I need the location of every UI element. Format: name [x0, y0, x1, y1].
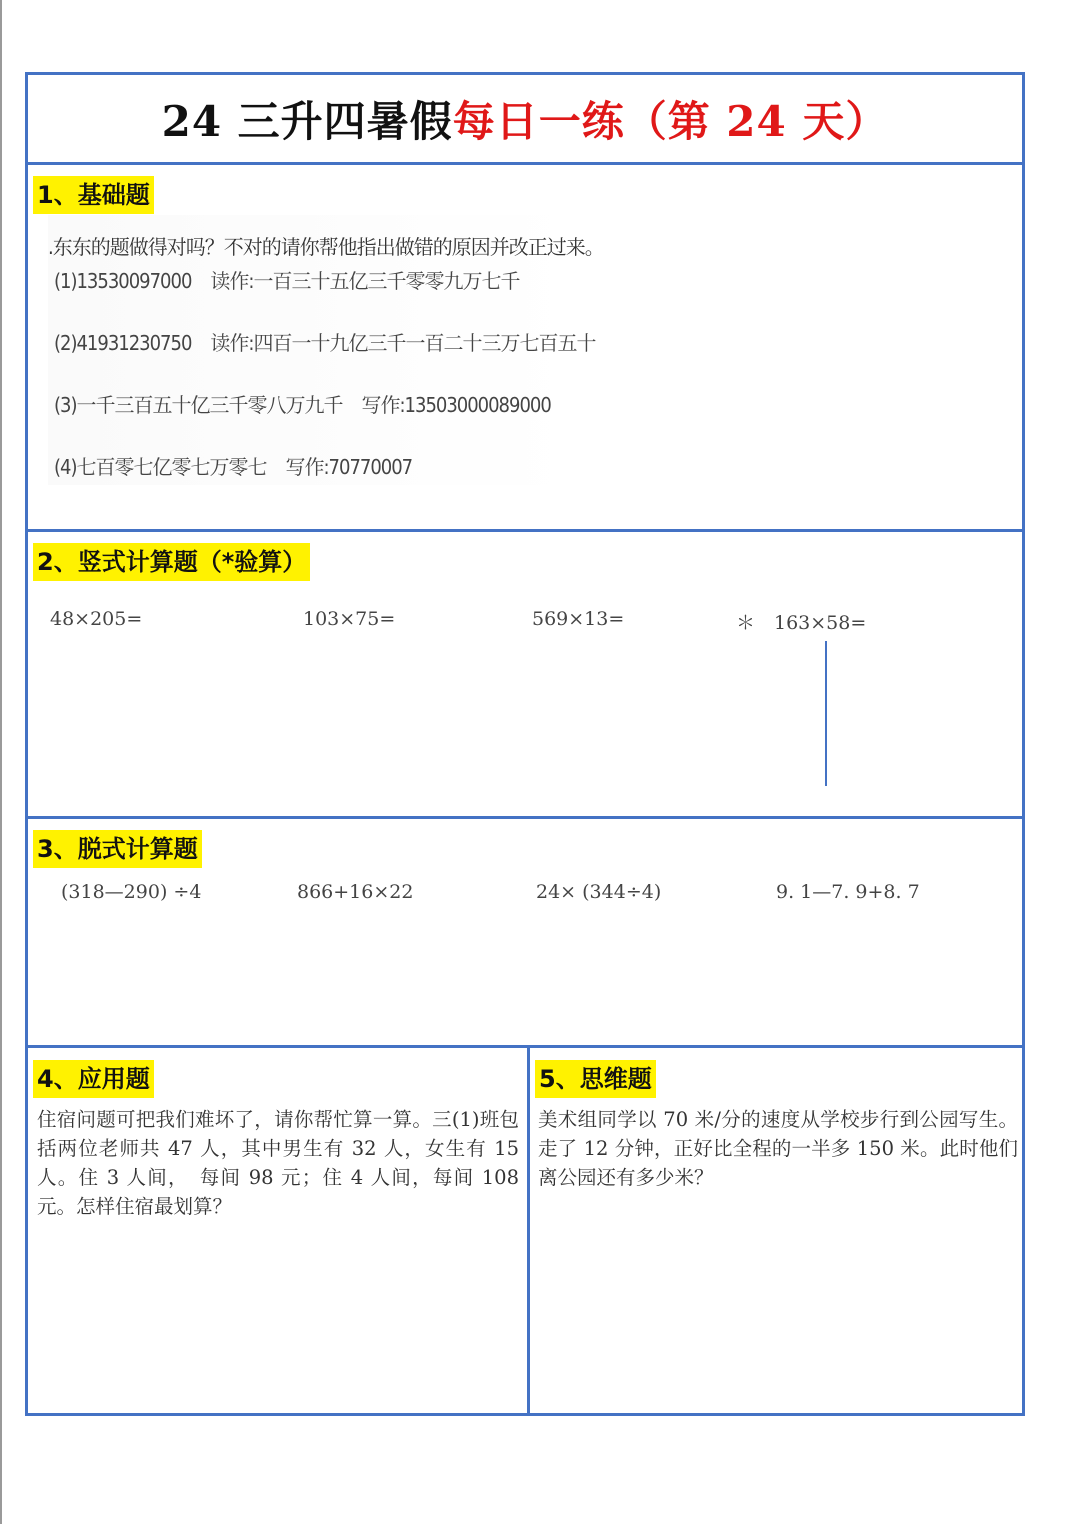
section5-label: 5、思维题	[535, 1060, 656, 1098]
worksheet	[25, 72, 1025, 1416]
section4-label: 4、应用题	[33, 1060, 154, 1098]
divider-title	[28, 162, 1022, 165]
page-title	[28, 75, 1022, 163]
step-calc-problem: 866+16×22	[297, 881, 414, 903]
application-problem-text: 住宿问题可把我们难坏了，请你帮忙算一算。三(1)班包括两位老师共 47 人，其中男生有 32 人，女生有 15 人。住 3 人间， 每间 98 元；住 4 人间，每间 108 元。怎样住宿最划算？	[37, 1108, 519, 1218]
section3-label: 3、脱式计算题	[33, 830, 202, 868]
scanned-question-image	[48, 215, 604, 485]
section1-item: (3)一千三百五十亿三千零八万九千 写作:13503000089000	[54, 393, 551, 417]
vertical-calc-problem: 103×75=	[303, 608, 396, 630]
step-calc-problem: 24× (344÷4)	[536, 881, 662, 903]
vertical-calc-problem: ＊ 163×58=	[736, 612, 867, 634]
divider-section1	[28, 529, 1022, 532]
answer-divider-line	[825, 641, 827, 786]
section1-item: (4)七百零七亿零七万零七 写作:70770007	[54, 455, 413, 479]
vertical-calc-problem: 48×205=	[50, 608, 143, 630]
title-main: 24 三升四暑假	[161, 97, 453, 146]
section1-question: .东东的题做得对吗？不对的请你帮他指出做错的原因并改正过来。	[48, 235, 604, 259]
divider-section4-5	[527, 1047, 530, 1416]
divider-section3	[28, 1045, 1022, 1048]
section2-label: 2、竖式计算题（*验算）	[33, 543, 310, 581]
vertical-calc-problem: 569×13=	[532, 608, 625, 630]
thinking-problem-text: 美术组同学以 70 米/分的速度从学校步行到公园写生。走了 12 分钟，正好比全程的一半多 150 米。此时他们离公园还有多少米？	[538, 1108, 1018, 1189]
step-calc-problem: (318—290) ÷4	[61, 881, 202, 903]
divider-section2	[28, 816, 1022, 819]
step-calc-problem: 9. 1—7. 9+8. 7	[776, 881, 920, 903]
title-highlight: 每日一练（第 24 天）	[452, 97, 889, 146]
section1-label: 1、基础题	[33, 176, 154, 214]
section1-item: (2)41931230750 读作:四百一十九亿三千一百二十三万七百五十	[54, 331, 596, 355]
section1-item: (1)13530097000 读作:一百三十五亿三千零零九万七千	[54, 269, 520, 293]
page-edge	[0, 0, 2, 1524]
